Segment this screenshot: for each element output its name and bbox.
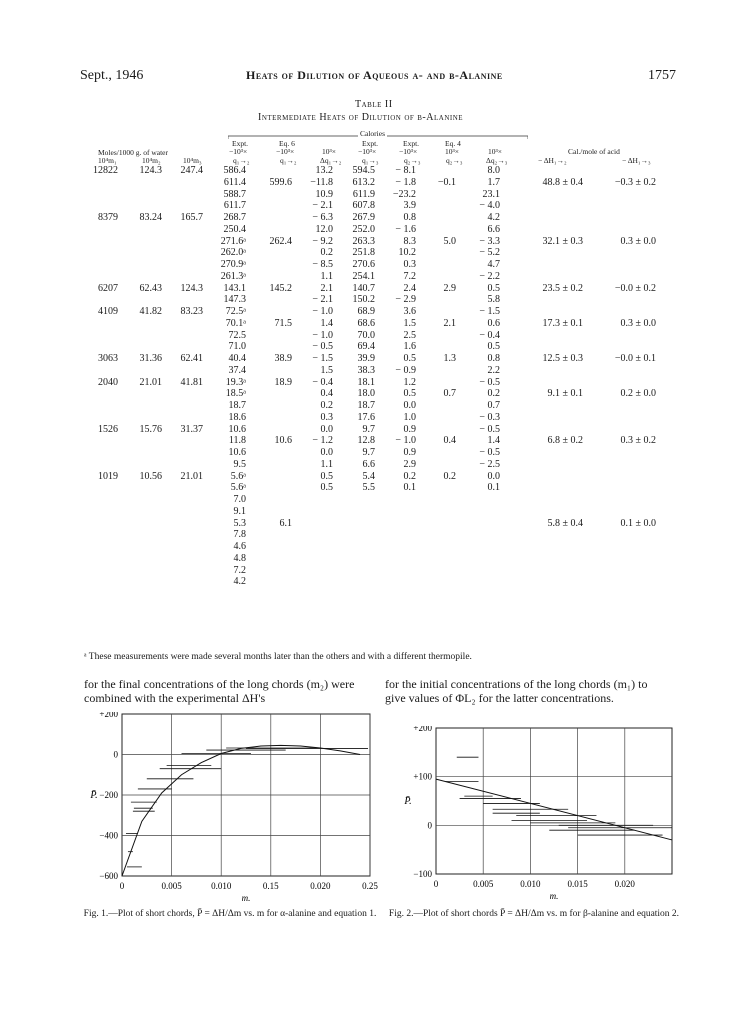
table-cell: 611.4 xyxy=(223,176,246,188)
table-cell: 261.3ᵃ xyxy=(220,270,246,282)
table-cell: 2.5 xyxy=(403,329,416,341)
table-cell: 0.7 xyxy=(487,400,500,411)
table-cell: 1.5 xyxy=(403,317,416,329)
table-cell: 4.7 xyxy=(487,259,500,270)
table-cell: 145.2 xyxy=(269,282,292,294)
y-axis-label: P̄. xyxy=(90,790,98,801)
table-cell: 267.9 xyxy=(352,212,375,223)
y-tick-label: +200 xyxy=(99,712,118,719)
table-cell: 41.81 xyxy=(180,376,203,388)
eq4-head-a: Eq. 4 xyxy=(445,139,461,148)
table-cell: 18.6 xyxy=(228,411,246,423)
table-cell: 9.5 xyxy=(233,458,246,470)
table-cell: 41.82 xyxy=(139,306,162,317)
table-cell: 21.01 xyxy=(139,376,162,388)
table-footnote: ᵃ These measurements were made several months later than the others and with a different thermopile. xyxy=(84,652,472,662)
table-cell: 83.23 xyxy=(180,306,203,317)
table-cell: 13.2 xyxy=(315,165,333,176)
table-cell: 5.3 xyxy=(233,517,246,529)
table-cell: 18.5ᵃ xyxy=(225,388,246,400)
table-cell: 23.5 ± 0.2 xyxy=(542,282,583,294)
table-cell: 271.6ᵃ xyxy=(220,235,246,247)
table-cell: 5.0 xyxy=(443,235,456,247)
table-cell: 37.4 xyxy=(228,364,246,376)
expt2-head-c: q₁→₃ xyxy=(362,156,379,165)
table-cell: − 1.5 xyxy=(479,306,500,317)
table-cell: 0.9 xyxy=(403,447,416,458)
table-cell: 0.2 xyxy=(443,470,456,482)
table-cell: 599.6 xyxy=(269,176,292,188)
table-cell: 263.3 xyxy=(352,235,375,247)
table-cell: 6.6 xyxy=(362,458,375,470)
table-cell: 9.1 xyxy=(233,505,246,517)
table-cell: − 0.4 xyxy=(312,376,333,388)
table-cell: 10.6 xyxy=(228,447,246,458)
table-cell: 143.1 xyxy=(223,282,246,294)
table-cell: 8.0 xyxy=(487,165,500,176)
figure-1-caption: Fig. 1.—Plot of short chords, P̄ = ΔH/Δm vs. m for α-alanine and equation 1. xyxy=(83,909,377,919)
table-cell: 9.7 xyxy=(362,423,375,435)
table-cell: 5.8 ± 0.4 xyxy=(547,517,583,529)
table-cell: 2040 xyxy=(98,376,118,388)
m3-head: 10⁴m₃ xyxy=(183,156,202,165)
table-cell: 1.6 xyxy=(403,341,416,353)
table-cell: 0.5 xyxy=(487,341,500,353)
table-cell: 2.1 xyxy=(443,317,456,329)
table-cell: 5.5 xyxy=(362,482,375,494)
table-cell: 0.5 xyxy=(320,482,333,494)
table-cell: 1.4 xyxy=(487,435,500,447)
table-cell: 7.0 xyxy=(233,494,246,505)
cal-head-b: − ΔH₁→₂ xyxy=(538,156,567,165)
y-axis-label: P̄. xyxy=(404,796,412,807)
table-cell: 1.1 xyxy=(320,270,333,282)
table-cell: − 1.8 xyxy=(395,176,416,188)
table-cell: 0.1 xyxy=(403,482,416,494)
table-cell: 68.9 xyxy=(357,306,375,317)
table-cell: 12822 xyxy=(93,165,118,176)
table-cell: 0.4 xyxy=(443,435,456,447)
table-cell: 0.3 xyxy=(320,411,333,423)
table-cell: 17.6 xyxy=(357,411,375,423)
table-cell: 83.24 xyxy=(139,212,162,223)
table-cell: 40.4 xyxy=(228,353,246,364)
table-cell: 124.3 xyxy=(139,165,162,176)
table-cell: 594.5 xyxy=(352,165,375,176)
table-cell: 0.0 xyxy=(487,470,500,482)
table-cell: 613.2 xyxy=(352,176,375,188)
x-tick-label: 0.005 xyxy=(161,881,182,891)
table-cell: 0.3 ± 0.0 xyxy=(620,317,656,329)
table-cell: 1526 xyxy=(98,423,118,435)
table-cell: 18.7 xyxy=(228,400,246,411)
x-tick-label: 0 xyxy=(119,881,125,891)
x-tick-label: 0.010 xyxy=(520,879,541,889)
table-cell: 8.3 xyxy=(403,235,416,247)
expt2-head-b: −10³× xyxy=(358,147,377,156)
table-cell: 0.7 xyxy=(443,388,456,400)
table-cell: − 1.0 xyxy=(312,329,333,341)
table-cell: 0.8 xyxy=(487,353,500,364)
y-tick-label: −400 xyxy=(99,830,118,841)
table-cell: − 2.9 xyxy=(395,294,416,306)
table-cell: 5.6ᵃ xyxy=(230,482,246,494)
x-tick-label: 0.020 xyxy=(310,881,331,891)
table-cell: − 3.3 xyxy=(479,235,500,247)
eq6-head-c: q₁→₂ xyxy=(280,156,297,165)
expt3-head-b: −10³× xyxy=(399,147,418,156)
m1-head: 10⁴m₁ xyxy=(98,156,117,165)
expt1-head-a: Expt. xyxy=(232,139,249,148)
expt3-head-a: Expt. xyxy=(403,139,420,148)
table-cell: 38.9 xyxy=(274,353,292,364)
table-cell: 0.2 xyxy=(320,400,333,411)
table-cell: 140.7 xyxy=(352,282,375,294)
table-cell: − 0.9 xyxy=(395,364,416,376)
cal-head-a: Cal./mole of acid xyxy=(568,147,620,156)
table-cell: 124.3 xyxy=(180,282,203,294)
expt2-head-a: Expt. xyxy=(362,139,379,148)
d21-head-b: 10³× xyxy=(322,147,336,156)
table-cell: 607.8 xyxy=(352,200,375,212)
table-cell: 7.8 xyxy=(233,529,246,541)
table-cell: 252.0 xyxy=(352,223,375,235)
table-cell: 251.8 xyxy=(352,247,375,259)
body-text-right: for the initial concentrations of the long chords (m₁) to give values of ΦL₂ for the latter concentrations. xyxy=(385,677,648,705)
table-cell: 23.1 xyxy=(482,188,500,200)
table-cell: − 5.2 xyxy=(479,247,500,259)
table-cell: 0.5 xyxy=(403,388,416,400)
cal-head-c: − ΔH₁→₃ xyxy=(622,156,651,165)
table-cell: −23.2 xyxy=(392,188,416,200)
running-head-title: Heats of Dilution of Aqueous α- and β-Alanine xyxy=(246,68,503,82)
table-cell: 1.1 xyxy=(320,458,333,470)
y-tick-label: −600 xyxy=(99,871,118,881)
table-cell: 15.76 xyxy=(139,423,162,435)
table-cell: 1019 xyxy=(98,470,118,482)
table-cell: 17.3 ± 0.1 xyxy=(542,317,583,329)
table-cell: −11.8 xyxy=(310,176,333,188)
table-cell: 18.1 xyxy=(357,376,375,388)
eq6-head-a: Eq. 6 xyxy=(279,139,295,148)
running-head-date: Sept., 1946 xyxy=(80,68,144,83)
table-cell: 10.6 xyxy=(228,423,246,435)
x-tick-label: 0.010 xyxy=(211,881,232,891)
table-cell: 9.1 ± 0.1 xyxy=(547,388,583,400)
table-cell: 62.43 xyxy=(139,282,162,294)
table-cell: 0.5 xyxy=(403,353,416,364)
table-cell: 38.3 xyxy=(357,364,375,376)
table-cell: 588.7 xyxy=(223,188,246,200)
table-cell: 31.37 xyxy=(180,423,203,435)
y-tick-label: +200 xyxy=(413,726,432,733)
table-cell: 68.6 xyxy=(357,317,375,329)
m2-head: 10⁴m₂ xyxy=(142,156,161,165)
table-cell: 62.41 xyxy=(180,353,203,364)
table-cell: 2.9 xyxy=(403,458,416,470)
page-number: 1757 xyxy=(648,68,676,83)
table-cell: 18.7 xyxy=(357,400,375,411)
table-cell: − 0.5 xyxy=(312,341,333,353)
y-tick-label: −100 xyxy=(413,869,432,879)
table-cell: 0.0 xyxy=(320,423,333,435)
table-cell: 0.5 xyxy=(487,282,500,294)
table-cell: 32.1 ± 0.3 xyxy=(542,235,583,247)
table-cell: −0.1 xyxy=(437,176,456,188)
table-cell: 2.9 xyxy=(443,282,456,294)
x-tick-label: 0 xyxy=(433,879,439,889)
table-cell: − 8.1 xyxy=(395,165,416,176)
table-cell: 5.8 xyxy=(487,294,500,306)
table-cell: 0.0 xyxy=(403,400,416,411)
table-cell: 150.2 xyxy=(352,294,375,306)
table-cell: 1.4 xyxy=(320,317,333,329)
d23-head-b: 10³× xyxy=(488,147,502,156)
table-cell: 165.7 xyxy=(180,212,203,223)
y-tick-label: +100 xyxy=(413,771,432,782)
x-axis-label: m. xyxy=(241,893,251,903)
table-cell: 611.9 xyxy=(352,188,375,200)
x-tick-label: 0.25 xyxy=(362,881,378,891)
table-cell: 6.6 xyxy=(487,223,500,235)
table-cell: 11.8 xyxy=(228,435,246,447)
table-cell: − 6.3 xyxy=(312,212,333,223)
table-cell: − 1.2 xyxy=(312,435,333,447)
table-cell: 7.2 xyxy=(403,270,416,282)
table-cell: 262.4 xyxy=(269,235,292,247)
table-cell: 147.3 xyxy=(223,294,246,306)
table-cell: 48.8 ± 0.4 xyxy=(542,176,583,188)
table-cell: 39.9 xyxy=(357,353,375,364)
table-cell: 0.2 xyxy=(320,247,333,259)
table-cell: 10.56 xyxy=(139,470,162,482)
table-cell: 268.7 xyxy=(223,212,246,223)
table-cell: 3.6 xyxy=(403,306,416,317)
x-tick-label: 0.15 xyxy=(262,881,279,891)
table-cell: 12.5 ± 0.3 xyxy=(542,353,583,364)
table-cell: 1.3 xyxy=(443,353,456,364)
table-cell: 0.2 xyxy=(403,470,416,482)
table-cell: 0.3 ± 0.0 xyxy=(620,235,656,247)
table-cell: 270.9ᵃ xyxy=(220,259,246,270)
table-cell: 262.0ᵃ xyxy=(220,247,246,259)
table-cell: 0.5 xyxy=(320,470,333,482)
table-cell: −0.3 ± 0.2 xyxy=(614,176,656,188)
x-axis-label: m. xyxy=(549,891,559,901)
table-cell: − 1.5 xyxy=(312,353,333,364)
table-cell: 0.8 xyxy=(403,212,416,223)
moles-head: Moles/1000 g. of water xyxy=(98,148,168,157)
table-cell: 69.4 xyxy=(357,341,375,353)
y-tick-label: 0 xyxy=(113,749,118,760)
table-title: Intermediate Heats of Dilution of β-Alanine xyxy=(258,112,464,123)
table-cell: − 2.1 xyxy=(312,294,333,306)
table-cell: − 8.5 xyxy=(312,259,333,270)
x-tick-label: 0.005 xyxy=(473,879,494,889)
table-cell: 3063 xyxy=(98,353,118,364)
table-cell: 0.4 xyxy=(320,388,333,400)
d21-head-c: Δq₁→₂ xyxy=(320,156,342,165)
calories-label: Calories xyxy=(360,129,385,138)
x-tick-label: 0.020 xyxy=(614,879,635,889)
equation-curve xyxy=(122,745,360,876)
table-cell: 5.6ᵃ xyxy=(230,470,246,482)
table-cell: 1.0 xyxy=(403,411,416,423)
table-cell: 72.5ᵃ xyxy=(225,306,246,317)
table-cell: 18.9 xyxy=(274,376,292,388)
y-tick-label: 0 xyxy=(427,820,432,831)
table-cell: 70.1ᵃ xyxy=(225,317,246,329)
table-cell: 0.3 ± 0.2 xyxy=(620,435,656,447)
eq6-head-b: −10³× xyxy=(276,147,295,156)
table-cell: 4.6 xyxy=(233,541,246,552)
table-cell: 5.4 xyxy=(362,470,375,482)
figure-2-caption: Fig. 2.—Plot of short chords P̄ = ΔH/Δm vs. m for β-alanine and equation 2. xyxy=(388,909,680,919)
table-cell: 19.3ᵃ xyxy=(225,376,246,388)
table-cell: 4.2 xyxy=(487,212,500,223)
table-cell: 8379 xyxy=(98,212,118,223)
expt3-head-c: q₂→₃ xyxy=(404,156,421,165)
table-cell: 9.7 xyxy=(362,447,375,458)
table-cell: 270.6 xyxy=(352,259,375,270)
figure-1-chart xyxy=(80,712,380,908)
table-cell: 21.01 xyxy=(180,470,203,482)
table-cell: 0.1 xyxy=(487,482,500,494)
table-cell: 2.4 xyxy=(403,282,416,294)
table-cell: 0.2 ± 0.0 xyxy=(620,388,656,400)
table-cell: 4109 xyxy=(98,306,118,317)
table-cell: 10.6 xyxy=(274,435,292,447)
expt1-head-b: −10³× xyxy=(229,147,248,156)
table-cell: − 2.2 xyxy=(479,270,500,282)
table-cell: 0.1 ± 0.0 xyxy=(620,517,656,529)
table-cell: 1.5 xyxy=(320,364,333,376)
table-cell: − 0.4 xyxy=(479,329,500,341)
table-cell: − 0.5 xyxy=(479,376,500,388)
table-cell: − 0.5 xyxy=(479,447,500,458)
table-cell: 6207 xyxy=(98,282,118,294)
table-cell: 72.5 xyxy=(228,329,246,341)
table-cell: − 4.0 xyxy=(479,200,500,212)
figure-2-chart xyxy=(384,726,684,908)
table-cell: − 9.2 xyxy=(312,235,333,247)
table-cell: 6.1 xyxy=(279,517,292,529)
x-tick-label: 0.015 xyxy=(567,879,588,889)
table-cell: 6.8 ± 0.2 xyxy=(547,435,583,447)
table-cell: 71.0 xyxy=(228,341,246,353)
table-cell: 586.4 xyxy=(223,165,246,176)
table-cell: − 0.5 xyxy=(479,423,500,435)
table-cell: − 1.6 xyxy=(395,223,416,235)
table-cell: 4.8 xyxy=(233,552,246,564)
table-cell: 0.6 xyxy=(487,317,500,329)
table-cell: 71.5 xyxy=(274,317,292,329)
table-cell: 0.9 xyxy=(403,423,416,435)
table-cell: 611.7 xyxy=(223,200,246,212)
table-cell: 31.36 xyxy=(139,353,162,364)
table-cell: 250.4 xyxy=(223,223,246,235)
table-cell: 2.2 xyxy=(487,364,500,376)
table-cell: 1.7 xyxy=(487,176,500,188)
table-cell: 0.3 xyxy=(403,259,416,270)
y-tick-label: −200 xyxy=(99,790,118,800)
table-cell: −0.0 ± 0.2 xyxy=(614,282,656,294)
table-cell: 1.2 xyxy=(403,376,416,388)
table-cell: 254.1 xyxy=(352,270,375,282)
eq4-head-c: q₂→₃ xyxy=(446,156,463,165)
eq4-head-b: 10³× xyxy=(445,147,459,156)
table-cell: −0.0 ± 0.1 xyxy=(614,353,656,364)
table-cell: 10.2 xyxy=(398,247,416,259)
table-cell: 2.1 xyxy=(320,282,333,294)
table-cell: 10.9 xyxy=(315,188,333,200)
table-cell: 12.8 xyxy=(357,435,375,447)
table-cell: 70.0 xyxy=(357,329,375,341)
table-label: Table II xyxy=(355,99,393,110)
table-cell: 0.2 xyxy=(487,388,500,400)
table-cell: − 2.1 xyxy=(312,200,333,212)
body-text-left: for the final concentrations of the long chords (m₂) were combined with the experimental ΔH's xyxy=(84,677,355,705)
table-cell: 247.4 xyxy=(180,165,203,176)
table-cell: − 0.3 xyxy=(479,411,500,423)
table-cell: − 1.0 xyxy=(312,306,333,317)
table-cell: 3.9 xyxy=(403,200,416,212)
table-cell: − 2.5 xyxy=(479,458,500,470)
table-cell: 7.2 xyxy=(233,564,246,576)
table-cell: 18.0 xyxy=(357,388,375,400)
plot-frame xyxy=(436,728,672,874)
table-cell: 4.2 xyxy=(233,576,246,588)
table-cell: − 1.0 xyxy=(395,435,416,447)
equation-curve xyxy=(436,779,672,840)
d23-head-c: Δq₂→₃ xyxy=(486,156,508,165)
table-cell: 12.0 xyxy=(315,223,333,235)
expt1-head-c: q₁→₂ xyxy=(233,156,250,165)
table-cell: 0.0 xyxy=(320,447,333,458)
